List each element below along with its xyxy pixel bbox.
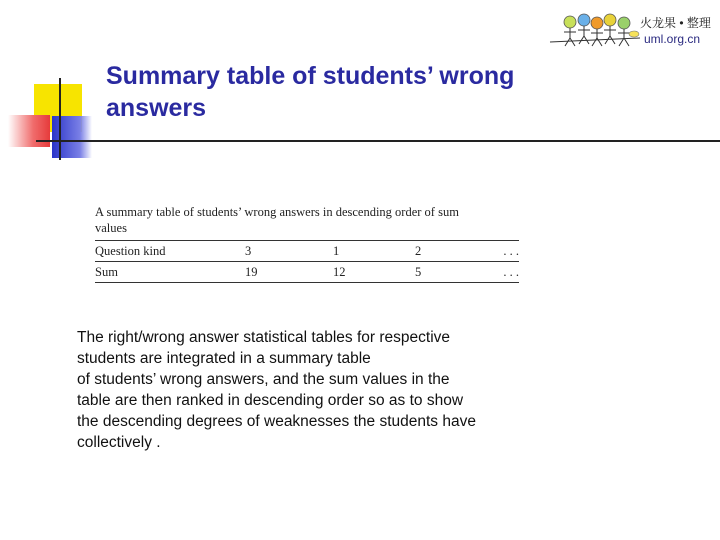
- summary-table-figure: [95, 204, 519, 283]
- table-caption-line-2: values: [95, 221, 127, 235]
- table-cell: 3: [245, 241, 333, 262]
- table-cell: . . .: [489, 262, 519, 283]
- paragraph-line: of students’ wrong answers, and the sum values in the: [77, 371, 450, 388]
- decor-blue-block: [52, 116, 92, 158]
- table-row-question-kind: [95, 241, 519, 262]
- paragraph-line: table are then ranked in descending order so as to show: [77, 392, 464, 409]
- body-paragraph: [77, 327, 547, 453]
- table-cell: 12: [333, 262, 415, 283]
- table-cell: . . .: [489, 241, 519, 262]
- paragraph-line: the descending degrees of weaknesses the students have: [77, 413, 476, 430]
- table-caption: [95, 204, 519, 236]
- paragraph-line: The right/wrong answer statistical tables for respective: [77, 329, 451, 346]
- table-row-sum: [95, 262, 519, 283]
- paragraph-line: students are integrated in a summary table: [77, 350, 371, 367]
- table-cell-label: Question kind: [95, 241, 245, 262]
- decor-vertical-line: [59, 78, 61, 160]
- logo-url: uml.org.cn: [644, 32, 701, 46]
- summary-table: [95, 240, 519, 283]
- slide-title-line-1: Summary table of students’ wrong: [106, 62, 515, 90]
- table-cell: 2: [415, 241, 489, 262]
- slide-title-line-2: answers: [106, 94, 207, 122]
- paragraph-line: collectively .: [77, 434, 161, 451]
- table-cell: 5: [415, 262, 489, 283]
- slide-title: [106, 60, 626, 124]
- table-cell-label: Sum: [95, 262, 245, 283]
- table-caption-line-1: A summary table of students’ wrong answers in descending order of sum: [95, 205, 459, 219]
- table-cell: 1: [333, 241, 415, 262]
- logo-chinese-text: 火龙果 • 整理: [640, 16, 711, 30]
- title-underline: [36, 140, 720, 142]
- decor-red-block: [8, 115, 50, 147]
- table-cell: 19: [245, 262, 333, 283]
